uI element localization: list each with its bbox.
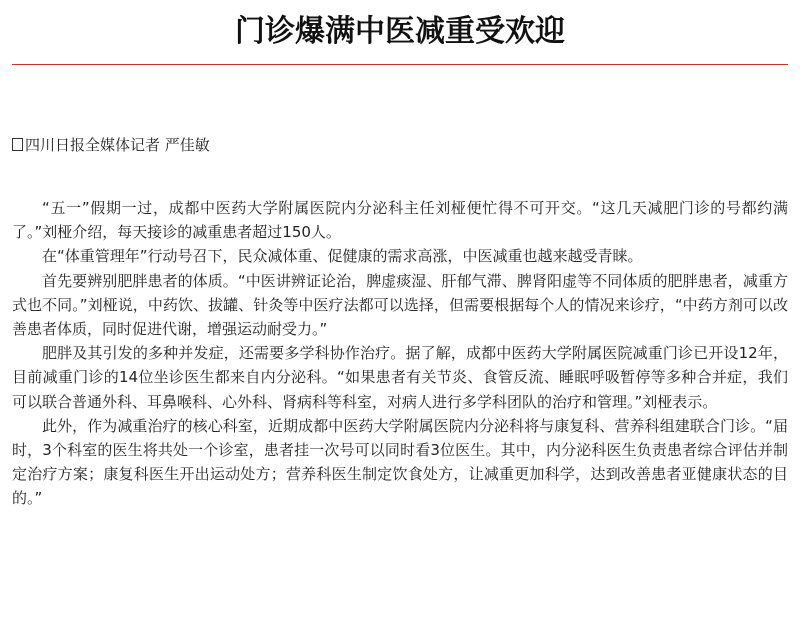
byline-text: 四川日报全媒体记者 严佳敏 [25,136,210,154]
article-title: 门诊爆满中医减重受欢迎 [235,14,565,49]
article-body [12,196,788,511]
paragraph: 首先要辨别肥胖患者的体质。“中医讲辨证论治，脾虚痰湿、肝郁气滞、脾肾阳虚等不同体质的肥胖患者，减重方式也不同。”刘桠说，中药饮、拔罐、针灸等中医疗法都可以选择，但需要根据每个人的情况来诊疗，“中药方剂可以改善患者体质，同时促进代谢，增强运动耐受力。” [12,271,788,339]
paragraph: 此外，作为减重治疗的核心科室，近期成都中医药大学附属医院内分泌科将与康复科、营养科组建联合门诊。“届时，3个科室的医生将共处一个诊室，患者挂一次号可以同时看3位医生。其中，内分泌科医生负责患者综合评估并制定治疗方案；康复科医生开出运动处方；营养科医生制定饮食处方，让减重更加科学，达到改善患者亚健康状态的目的。” [12,416,788,508]
paragraph: “五一”假期一过，成都中医药大学附属医院内分泌科主任刘桠便忙得不可开交。“这几天减肥门诊的号都约满了。”刘桠介绍，每天接诊的减重患者超过150人。 [12,199,788,242]
title-divider [12,64,788,65]
square-box-icon [12,138,23,151]
paragraph: 在“体重管理年”行动号召下，民众减体重、促健康的需求高涨，中医减重也越来越受青睐。 [42,247,643,266]
paragraph: 肥胖及其引发的多种并发症，还需要多学科协作治疗。据了解，成都中医药大学附属医院减重门诊已开设12年，目前减重门诊的14位坐诊医生都来自内分泌科。“如果患者有关节炎、食管反流、睡眠呼吸暂停等多种合并症，我们可以联合普通外科、耳鼻喉科、心外科、肾病科等科室，对病人进行多学科团队的治疗和管理。”刘桠表示。 [12,344,788,411]
byline [12,134,210,156]
